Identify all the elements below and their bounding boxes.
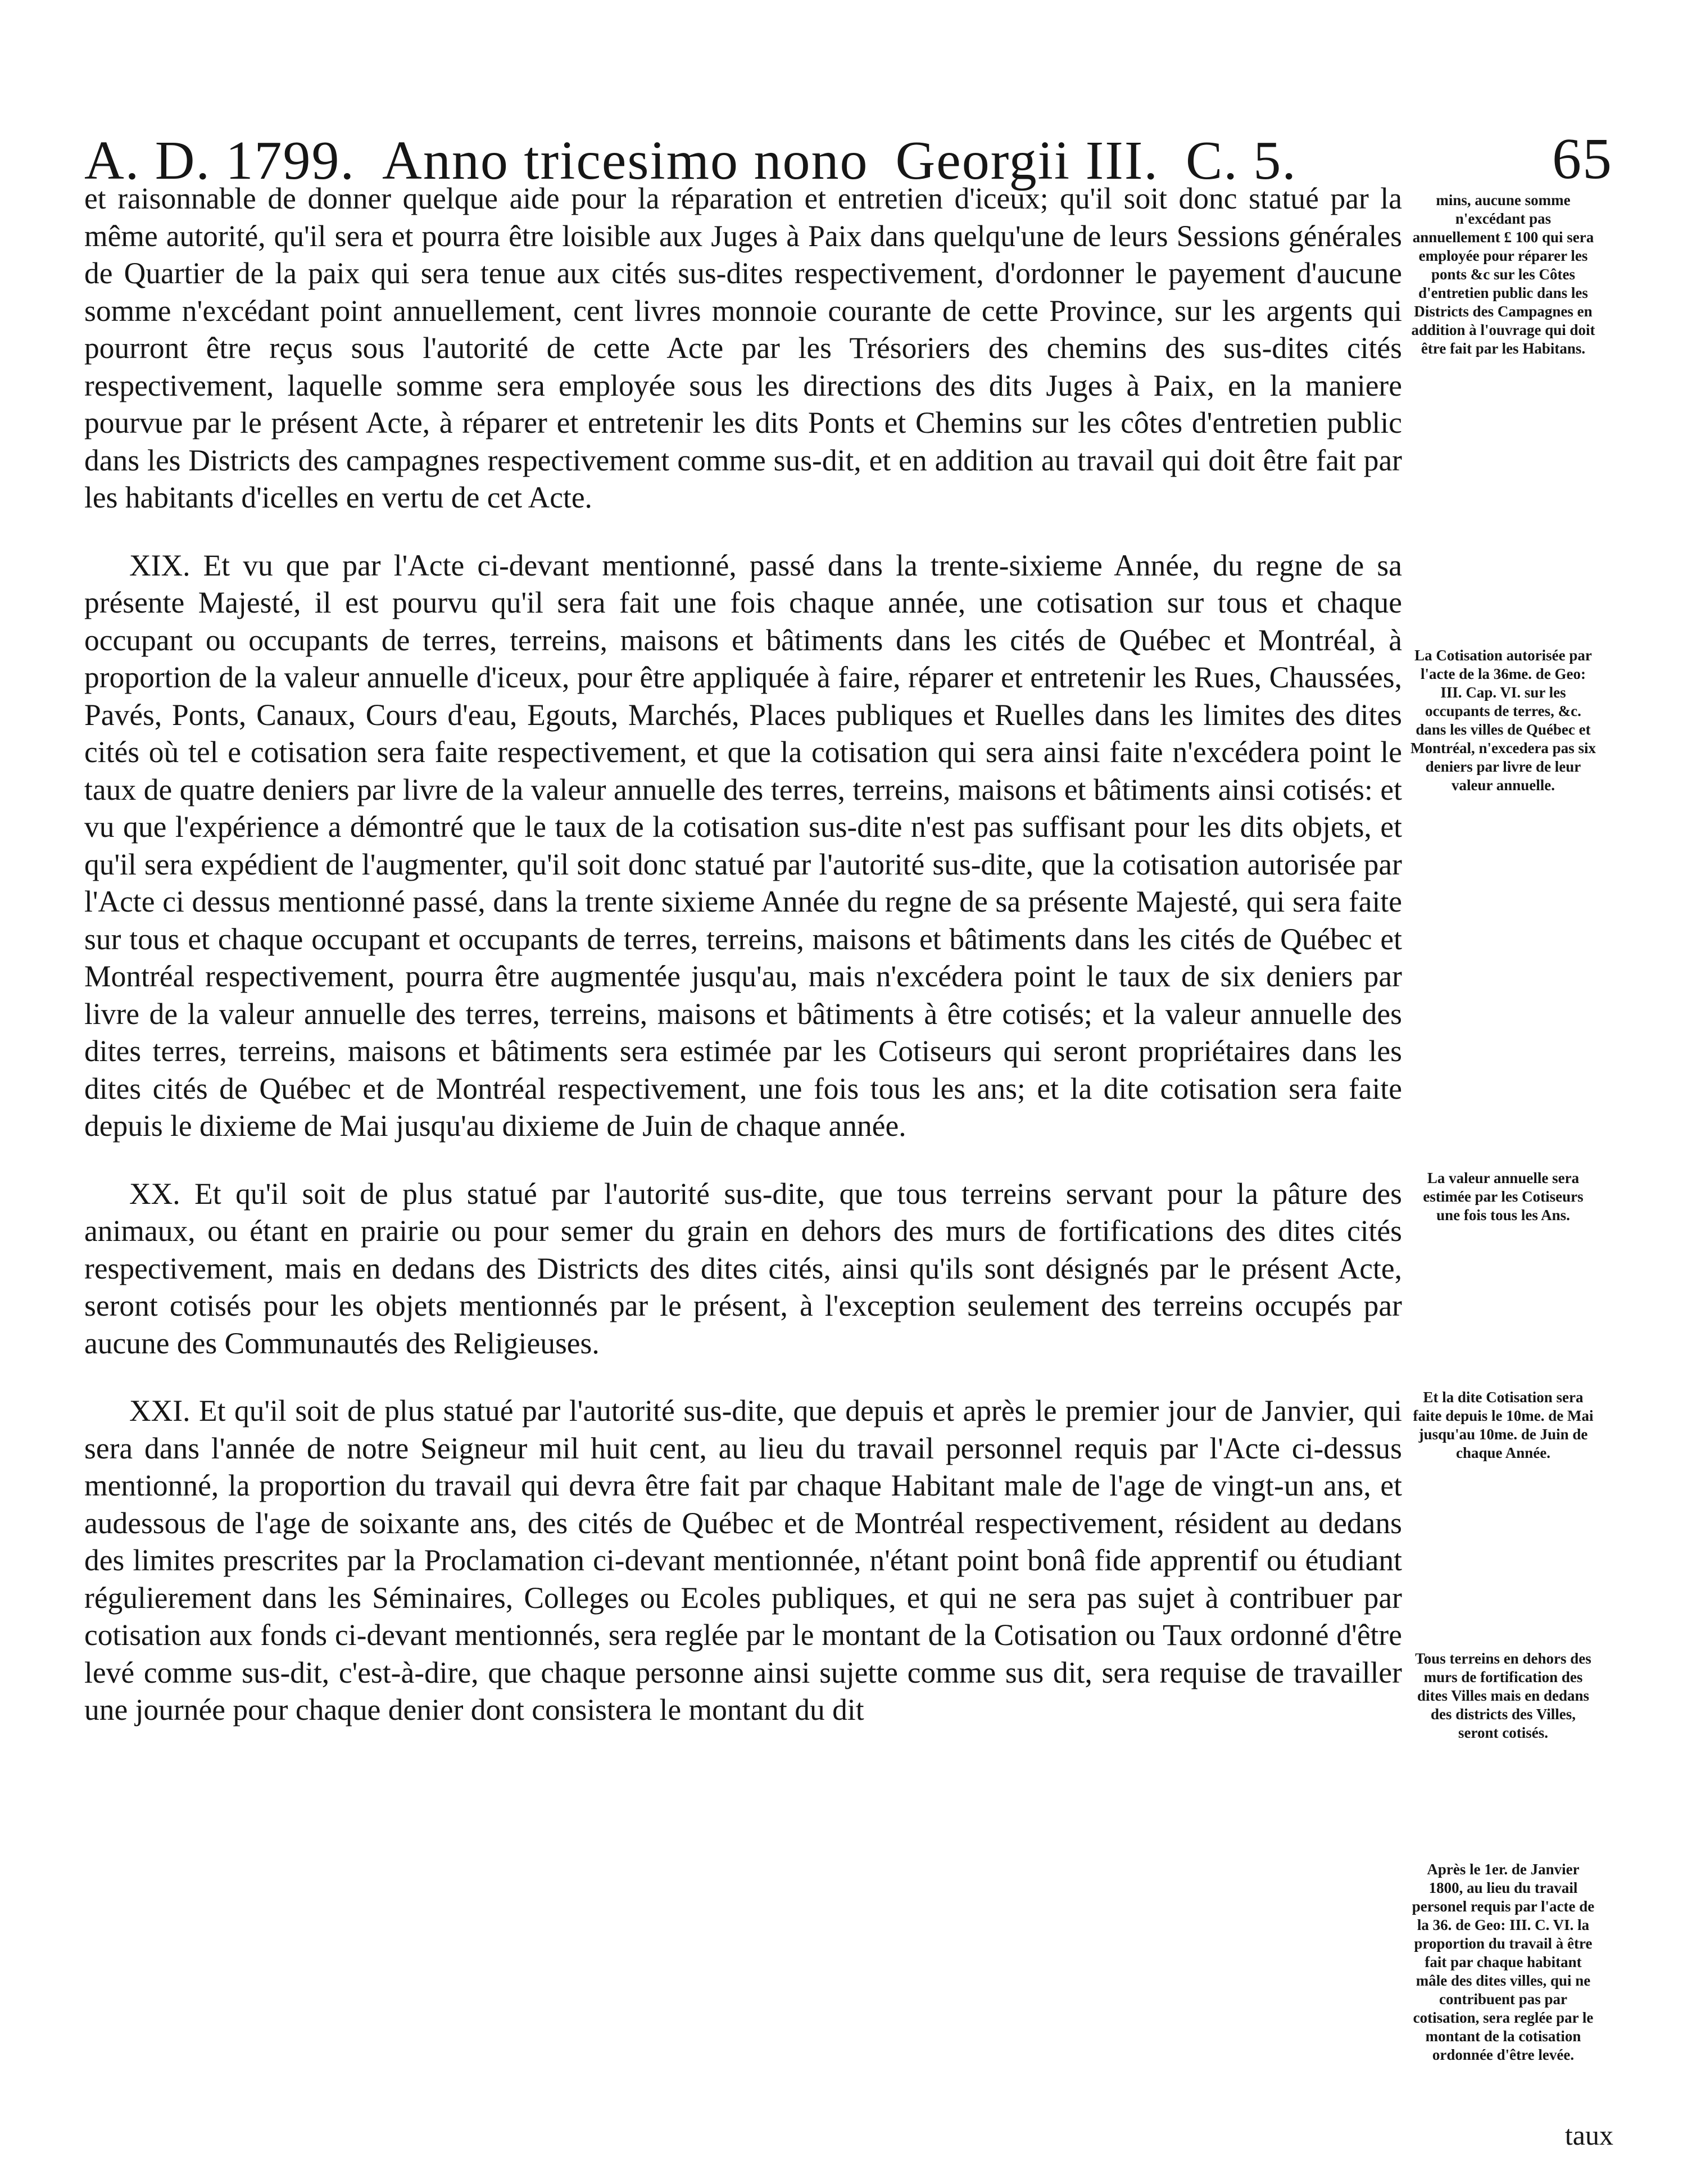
margin-note-text: La Cotisation autorisée par l'acte de la 36me. de Geo: III. Cap. VI. sur les occupants de terres, &c. dans les villes de Québec et Montréal, n'excedera pas six deniers par livre de leur valeur annuelle. (1410, 647, 1596, 794)
margin-note (1410, 1388, 1596, 1462)
margin-note-text: mins, aucune somme n'excédant pas annuellement £ 100 qui sera employée pour réparer les ponts &c sur les Côtes d'entretien public dans les Districts des Campagnes en addition à l'ouvrage qui doit être fait par les Habitans. (1411, 192, 1595, 357)
catchword: taux (1564, 2119, 1613, 2151)
margin-note-text: Tous terreins en dehors des murs de fortification des dites Villes mais en dedans des districts des Villes, seront cotisés. (1415, 1650, 1591, 1741)
margin-note-text: Et la dite Cotisation sera faite depuis le 10me. de Mai jusqu'au 10me. de Juin de chaque Année. (1413, 1389, 1594, 1461)
margin-note (1410, 1169, 1596, 1225)
paragraph-continuation: et raisonnable de donner quelque aide pour la réparation et entretien d'iceux; qu'il soit donc statué par la même autorité, qu'il sera et pourra être loisible aux Juges à Paix dans quelqu'une de leurs Sessions générales de Quartier de la paix qui sera tenue aux cités sus-dites respectivement, d'ordonner le payement d'aucune somme n'excédant point annuellement, cent livres monnoie courante de cette Province, sur les argents qui pourront être reçus sous l'autorité de cette Acte par les Trésoriers des chemins des sus-dites cités respectivement, laquelle somme sera employée sous les directions des dits Juges à Paix, en la maniere pourvue par le présent Acte, à réparer et entretenir les dits Ponts et Chemins sur les côtes d'entretien public dans les Districts des campagnes respectivement comme sus-dit, et en addition au travail qui doit être fait par les habitants d'icelles en vertu de cet Acte. (84, 182, 1402, 514)
paragraph-xx: XX. Et qu'il soit de plus statué par l'autorité sus-dite, que tous terreins servant pour la pâture des animaux, ou étant en prairie ou pour semer du grain en dehors des murs de fortifications des dites cités respectivement, mais en dedans des Districts des dites cités, ainsi qu'ils sont désignés par le présent Acte, seront cotisés pour les objets mentionnés par le présent, à l'exception seulement des terreins occupés par aucune des Communautés des Religieuses. (84, 1176, 1402, 1360)
margin-note-text: La valeur annuelle sera estimée par les Cotiseurs une fois tous les Ans. (1423, 1170, 1584, 1224)
margin-note (1410, 646, 1596, 795)
header-chapter: C. 5. (1186, 130, 1297, 191)
paragraph-xix: XIX. Et vu que par l'Acte ci-devant mentionné, passé dans la trente-sixieme Année, du regne de sa présente Majesté, il est pourvu qu'il sera fait une fois chaque année, une cotisation sur tous et chaque occupant ou occupants de terres, terreins, maisons et bâtiments dans les cités de Québec et Montréal, à proportion de la valeur annuelle d'iceux, pour être appliquée à faire, réparer et entretenir les Rues, Chaussées, Pavés, Ponts, Canaux, Cours d'eau, Egouts, Marchés, Places publiques et Ruelles dans les limites des dites cités où tel e cotisation sera faite respectivement, et que la cotisation qui sera ainsi faite n'excédera point le taux de quatre deniers par livre de la valeur annuelle des terres, terreins, maisons et bâtiments ainsi cotisés: et vu que l'expérience a démontré que le taux de la cotisation sus-dite n'est pas suffisant pour les dits objets, et qu'il sera expédient de l'augmenter, qu'il soit donc statué par l'autorité sus-dite, que la cotisation autorisée par l'Acte ci dessus mentionné passé, dans la trente sixieme Année du regne de sa présente Majesté, qui sera faite sur tous et chaque occupant et occupants de terres, terreins, maisons et bâtiments dans les cités de Québec et Montréal respectivement, pourra être augmentée jusqu'au, mais n'excédera point le taux de six deniers par livre de la valeur annuelle des terres, terreins, maisons et bâtiments à être cotisés; et la valeur annuelle des dites terres, terreins, maisons et bâtiments sera estimée par les Cotiseurs qui seront propriétaires dans les dites cités de Québec et de Montréal respectivement, une fois tous les ans; et la dite cotisation sera faite depuis le dixieme de Mai jusqu'au dixieme de Juin de chaque année. (84, 548, 1402, 1143)
main-text (84, 180, 1402, 1759)
margin-note-text: Après le 1er. de Janvier 1800, au lieu du travail personel requis par l'acte de la 36. de Geo: III. C. VI. la proportion du travail à être fait par chaque habitant mâle des dites villes, qui ne contribuent pas par cotisation, sera reglée par le montant de la cotisation ordonnée d'être levée. (1412, 1861, 1595, 2063)
page-number: 65 (1552, 126, 1613, 191)
paragraph-xxi: XXI. Et qu'il soit de plus statué par l'autorité sus-dite, que depuis et après le premier jour de Janvier, qui sera dans l'année de notre Seigneur mil huit cent, au lieu du travail personnel requis par l'Acte ci-dessus mentionné, la proportion du travail qui devra être fait par chaque Habitant male de l'age de vingt-un ans, et audessous de l'age de soixante ans, des cités de Québec et de Montréal respectivement, résident au dedans des limites prescrites par la Proclamation ci-devant mentionnée, n'étant point bonâ fide apprentif ou étudiant régulierement dans les Séminaires, Colleges ou Ecoles publiques, et qui ne sera pas sujet à contribuer par cotisation aux fonds ci-devant mentionnés, sera reglée par le montant de la Cotisation ou Taux ordonné d'être levé comme sus-dit, c'est-à-dire, que chaque personne ainsi sujette comme sus dit, sera requise de travailler une journée pour chaque denier dont consistera le montant du dit (84, 1394, 1402, 1727)
running-header (84, 104, 1613, 191)
margin-note (1410, 1860, 1596, 2064)
header-title: Anno tricesimo nono (382, 130, 869, 191)
margin-note (1410, 191, 1596, 358)
margin-note (1410, 1650, 1596, 1742)
header-reign: Georgii III. (895, 130, 1159, 191)
header-year: A. D. 1799. (84, 130, 356, 191)
